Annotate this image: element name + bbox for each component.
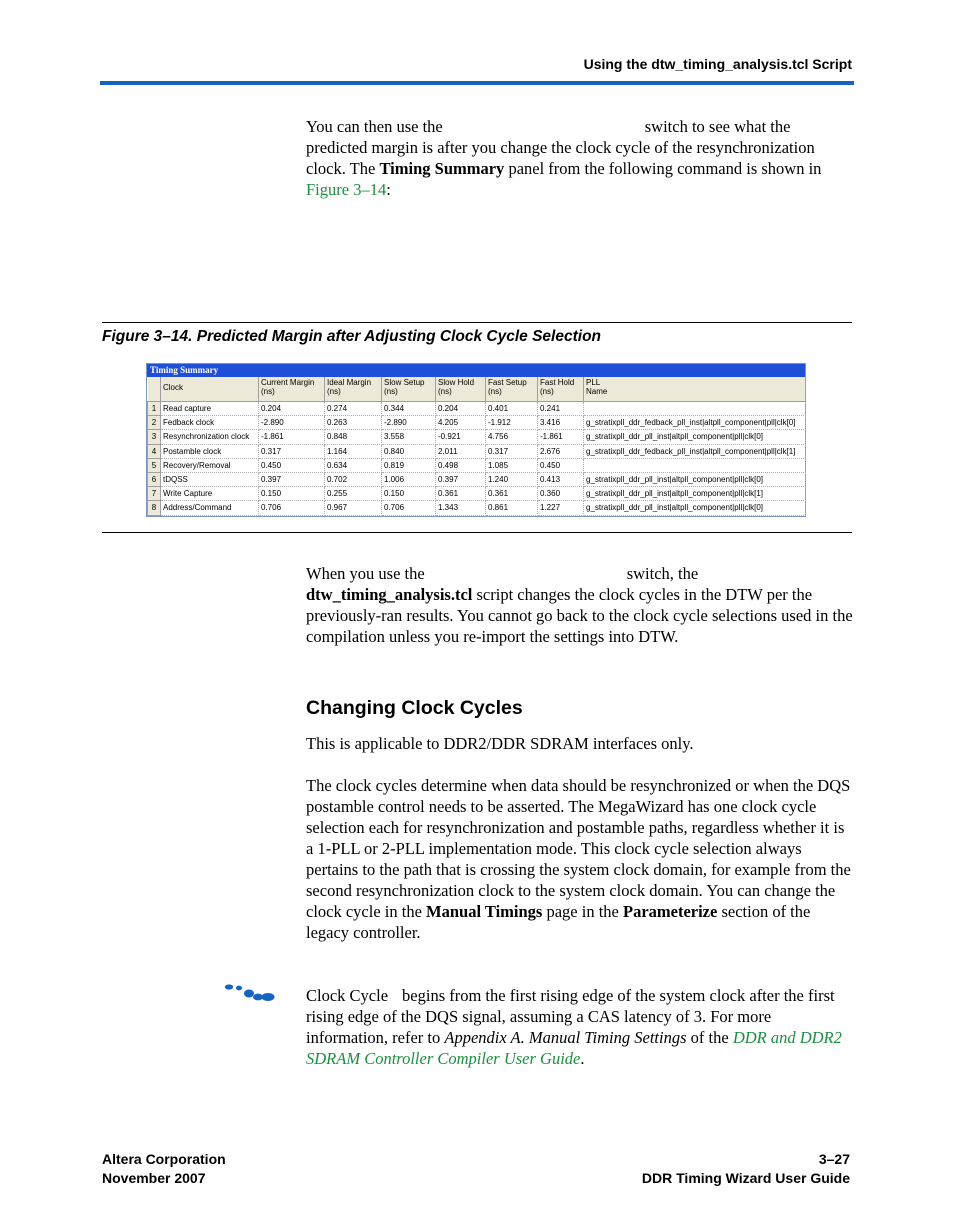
- row-number: 7: [148, 487, 161, 501]
- row-number: 8: [148, 501, 161, 515]
- user-guide-link[interactable]: DDR and DDR2 SDRAM Controller Compiler User Guide: [306, 1028, 842, 1068]
- table-row[interactable]: [148, 501, 806, 515]
- table-cell: 0.361: [436, 487, 486, 501]
- table-cell: 1.240: [486, 472, 538, 486]
- table-cell: 0.706: [382, 501, 436, 515]
- footer-company: Altera Corporation: [102, 1151, 226, 1167]
- row-number: 1: [148, 402, 161, 416]
- table-cell: 0.702: [325, 472, 382, 486]
- table-cell: Address/Command: [161, 501, 259, 515]
- appendix-reference: Appendix A. Manual Timing Settings: [444, 1028, 687, 1047]
- table-cell: Recovery/Removal: [161, 458, 259, 472]
- row-number: 6: [148, 472, 161, 486]
- table-cell: g_stratixpll_ddr_pll_inst|altpll_component|pll|clk[0]: [584, 501, 806, 515]
- table-cell: 0.204: [436, 402, 486, 416]
- running-header: Using the dtw_timing_analysis.tcl Script: [583, 56, 852, 72]
- table-body: [148, 402, 806, 516]
- table-cell: g_stratixpll_ddr_fedback_pll_inst|altpll_component|pll|clk[1]: [584, 444, 806, 458]
- table-header-row: [148, 377, 806, 402]
- table-cell: 0.344: [382, 402, 436, 416]
- figure-bottom-rule: [102, 532, 852, 533]
- table-cell: 0.413: [538, 472, 584, 486]
- table-cell: g_stratixpll_ddr_pll_inst|altpll_component|pll|clk[1]: [584, 487, 806, 501]
- table-row[interactable]: [148, 416, 806, 430]
- table-cell: 0.204: [259, 402, 325, 416]
- table-cell: [584, 458, 806, 472]
- timing-summary-term: Timing Summary: [379, 159, 505, 178]
- table-cell: -0.921: [436, 430, 486, 444]
- table-cell: 1.006: [382, 472, 436, 486]
- table-cell: 2.676: [538, 444, 584, 458]
- table-cell: [584, 402, 806, 416]
- header-rule: [100, 81, 854, 85]
- corner-header: [148, 377, 161, 402]
- note-paragraph: [306, 985, 854, 1069]
- row-number: 3: [148, 430, 161, 444]
- table-cell: 3.416: [538, 416, 584, 430]
- table-cell: 0.397: [259, 472, 325, 486]
- table-row[interactable]: [148, 402, 806, 416]
- table-cell: -1.912: [486, 416, 538, 430]
- intro-text-1: You can then use the: [306, 117, 443, 136]
- table-cell: Postamble clock: [161, 444, 259, 458]
- table-cell: 0.397: [436, 472, 486, 486]
- table-row[interactable]: [148, 458, 806, 472]
- footer-date: November 2007: [102, 1170, 206, 1186]
- table-cell: g_stratixpll_ddr_pll_inst|altpll_component|pll|clk[0]: [584, 472, 806, 486]
- table-cell: g_stratixpll_ddr_fedback_pll_inst|altpll_component|pll|clk[0]: [584, 416, 806, 430]
- table-cell: -2.890: [382, 416, 436, 430]
- column-header[interactable]: Ideal Margin (ns): [325, 377, 382, 402]
- figure-link[interactable]: Figure 3–14: [306, 180, 387, 199]
- table-cell: 1.227: [538, 501, 584, 515]
- table-cell: 0.450: [259, 458, 325, 472]
- section-heading: Changing Clock Cycles: [306, 697, 523, 719]
- table-cell: 0.360: [538, 487, 584, 501]
- figure-top-rule: [102, 322, 852, 323]
- table-cell: tDQSS: [161, 472, 259, 486]
- table-cell: -1.861: [538, 430, 584, 444]
- table-cell: 0.848: [325, 430, 382, 444]
- table-cell: 0.840: [382, 444, 436, 458]
- table-cell: 0.706: [259, 501, 325, 515]
- table-cell: 4.756: [486, 430, 538, 444]
- intro-text-4: :: [386, 180, 391, 199]
- table-cell: Resynchronization clock: [161, 430, 259, 444]
- table-cell: 0.150: [259, 487, 325, 501]
- table-cell: 2.011: [436, 444, 486, 458]
- note-text-2: begins from the first rising edge of the system clock after the first rising edge of the DQS signal, assuming a CAS latency of 3. For more information, refer to: [306, 986, 835, 1047]
- table-cell: 1.164: [325, 444, 382, 458]
- clock-text-1: The clock cycles determine when data should be resynchronized or when the DQS postamble control needs to be asserted. The MegaWizard has one clock cycle selection each for resynchronization and postamble paths, regardless whether it is a 1-PLL or 2-PLL implementation mode. This clock cycle selection always pertains to the path that is crossing the system clock domain, for example from the second resynchronization clock to the system clock domain. You can change the clock cycle in the: [306, 776, 851, 921]
- table-cell: 0.450: [538, 458, 584, 472]
- intro-paragraph: [306, 116, 854, 200]
- table-cell: 1.343: [436, 501, 486, 515]
- column-header[interactable]: Fast Setup (ns): [486, 377, 538, 402]
- parameterize-term: Parameterize: [622, 902, 718, 921]
- table-cell: 0.861: [486, 501, 538, 515]
- column-header[interactable]: Current Margin (ns): [259, 377, 325, 402]
- table-row[interactable]: [148, 472, 806, 486]
- table-cell: 4.205: [436, 416, 486, 430]
- applicability-paragraph: This is applicable to DDR2/DDR SDRAM interfaces only.: [306, 734, 694, 753]
- after-text-3: script changes the clock cycles in the DTW per the previously-ran results. You cannot go back to the clock cycle selections used in the compilation unless you re-import the settings into DTW.: [306, 585, 853, 646]
- table-cell: 0.263: [325, 416, 382, 430]
- table-cell: 0.150: [382, 487, 436, 501]
- column-header[interactable]: Clock: [161, 377, 259, 402]
- table-row[interactable]: [148, 487, 806, 501]
- column-header[interactable]: PLL Name: [584, 377, 806, 402]
- table-cell: 3.558: [382, 430, 436, 444]
- after-text-1: When you use the: [306, 564, 425, 583]
- figure-caption: Figure 3–14. Predicted Margin after Adjusting Clock Cycle Selection: [102, 328, 602, 345]
- column-header[interactable]: Slow Hold (ns): [436, 377, 486, 402]
- table-cell: 0.967: [325, 501, 382, 515]
- table-cell: 0.317: [486, 444, 538, 458]
- table-cell: Read capture: [161, 402, 259, 416]
- table-cell: 0.361: [486, 487, 538, 501]
- note-text-4: .: [580, 1049, 585, 1068]
- table-cell: Write Capture: [161, 487, 259, 501]
- timing-summary-table: [147, 377, 806, 516]
- table-cell: 0.241: [538, 402, 584, 416]
- footer-guide-title: DDR Timing Wizard User Guide: [641, 1170, 850, 1186]
- intro-text-2: switch to see what the predicted margin is after you change the clock cycle of the resynchronization clock. The: [306, 117, 815, 178]
- column-header[interactable]: Fast Hold (ns): [538, 377, 584, 402]
- table-cell: -1.861: [259, 430, 325, 444]
- panel-title: Timing Summary: [147, 364, 805, 377]
- after-text-2: switch, the: [626, 564, 699, 583]
- clock-cycles-paragraph: [306, 775, 854, 943]
- row-number: 5: [148, 458, 161, 472]
- note-text-1: Clock Cycle: [306, 986, 389, 1005]
- table-cell: g_stratixpll_ddr_pll_inst|altpll_component|pll|clk[0]: [584, 430, 806, 444]
- footer-page-number: 3–27: [818, 1151, 850, 1167]
- table-row[interactable]: [148, 430, 806, 444]
- after-figure-paragraph: [306, 563, 854, 647]
- table-cell: 0.634: [325, 458, 382, 472]
- note-text-3: of the: [690, 1028, 729, 1047]
- table-cell: 0.255: [325, 487, 382, 501]
- table-row[interactable]: [148, 444, 806, 458]
- table-cell: 0.819: [382, 458, 436, 472]
- footer-right: [642, 1150, 850, 1188]
- table-cell: 1.085: [486, 458, 538, 472]
- manual-timings-term: Manual Timings: [426, 902, 543, 921]
- table-cell: 0.498: [436, 458, 486, 472]
- table-cell: 0.401: [486, 402, 538, 416]
- footprint-note-icon: [222, 982, 276, 1004]
- script-name-term: dtw_timing_analysis.tcl: [306, 585, 473, 604]
- table-cell: Fedback clock: [161, 416, 259, 430]
- column-header[interactable]: Slow Setup (ns): [382, 377, 436, 402]
- clock-text-2: page in the: [546, 902, 619, 921]
- timing-summary-panel: [146, 363, 806, 517]
- table-cell: 0.317: [259, 444, 325, 458]
- clock-text-3: section of the legacy controller.: [306, 902, 811, 942]
- table-cell: -2.890: [259, 416, 325, 430]
- row-number: 2: [148, 416, 161, 430]
- row-number: 4: [148, 444, 161, 458]
- intro-text-3: panel from the following command is shown in: [508, 159, 822, 178]
- table-cell: 0.274: [325, 402, 382, 416]
- footer-left: [102, 1150, 226, 1188]
